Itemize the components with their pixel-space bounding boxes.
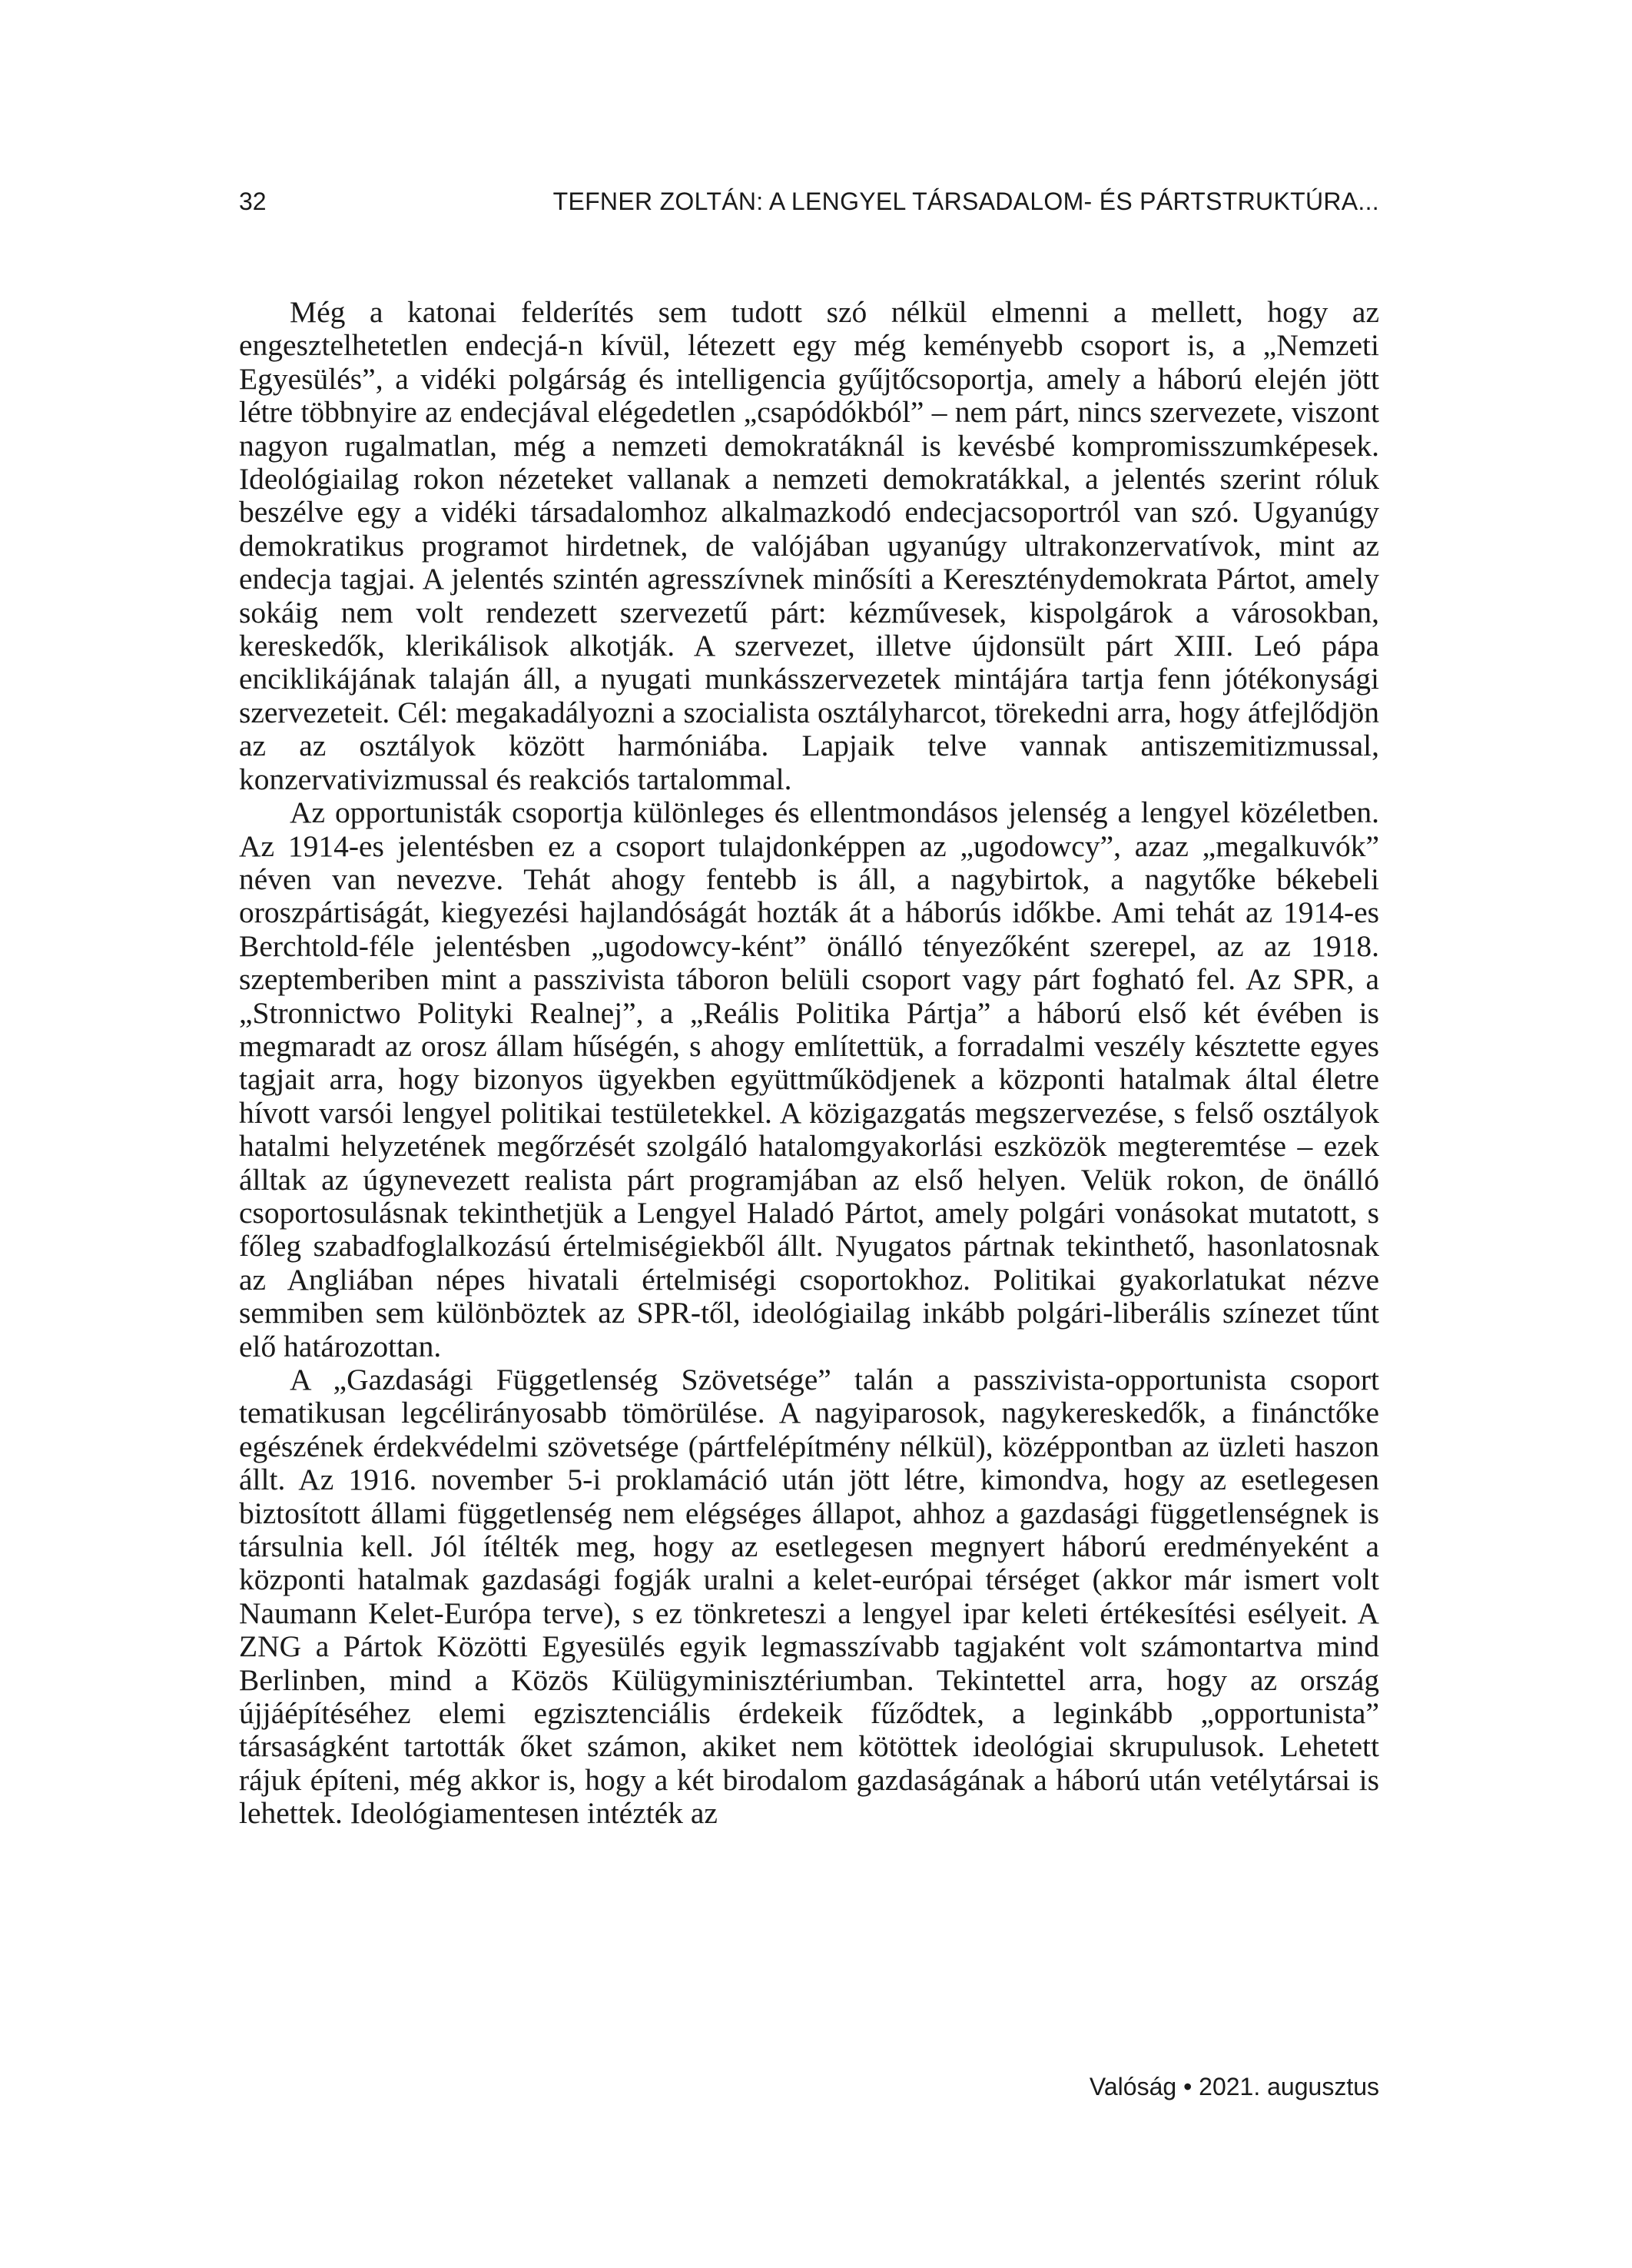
article-body — [239, 296, 1379, 1831]
running-title: TEFNER ZOLTÁN: A LENGYEL TÁRSADALOM- ÉS PÁRTSTRUKTÚRA... — [552, 188, 1379, 215]
page-footer: Valóság • 2021. augusztus — [1089, 2073, 1379, 2100]
page-number: 32 — [239, 188, 267, 215]
paragraph: A „Gazdasági Függetlenség Szövetsége” talán a passzivista-opportunista csoport tematikusan legcélirányosabb tömörülése. A nagyiparosok, nagykereskedők, a finánctőke egészének érdekvédelmi szövetsége (pártfelépítmény nélkül), középpontban az üzleti haszon állt. Az 1916. november 5-i proklamáció után jött létre, kimondva, hogy az esetlegesen biztosított állami függetlenség nem elégséges állapot, ahhoz a gazdasági függetlenségnek is társulnia kell. Jól ítélték meg, hogy az esetlegesen megnyert háború eredményeként a központi hatalmak gazdasági fogják uralni a kelet-európai térséget (akkor már ismert volt Naumann Kelet-Európa terve), s ez tönkreteszi a lengyel ipar keleti értékesítési esélyeit. A ZNG a Pártok Közötti Egyesülés egyik legmasszívabb tagjaként volt számontartva mind Berlinben, mind a Közös Külügyminisztériumban. Tekintettel arra, hogy az ország újjáépítéséhez elemi egzisztenciális érdekeik fűződtek, a leginkább „opportunista” társaságként tartották őket számon, akiket nem kötöttek ideológiai skrupulusok. Lehetett rájuk építeni, még akkor is, hogy a két birodalom gazdaságának a háború után vetélytársai is lehettek. Ideológiamentesen intézték az — [239, 1363, 1379, 1831]
paragraph: Még a katonai felderítés sem tudott szó nélkül elmenni a mellett, hogy az engesztelhetetlen endecjá-n kívül, létezett egy még keményebb csoport is, a „Nemzeti Egyesülés”, a vidéki polgárság és intelligencia gyűjtőcsoportja, amely a háború elején jött létre többnyire az endecjával elégedetlen „csapódókból” – nem párt, nincs szervezete, viszont nagyon rugalmatlan, még a nemzeti demokratáknál is kevésbé kompromisszumképesek. Ideológiailag rokon nézeteket vallanak a nemzeti demokratákkal, a jelentés szerint róluk beszélve egy a vidéki társadalomhoz alkalmazkodó endecjacsoportról van szó. Ugyanúgy demokratikus programot hirdetnek, de valójában ugyanúgy ultrakonzervatívok, mint az endecja tagjai. A jelentés szintén agresszívnek minősíti a Kereszténydemokrata Pártot, amely sokáig nem volt rendezett szervezetű párt: kézművesek, kispolgárok a városokban, kereskedők, klerikálisok alkotják. A szervezet, illetve újdonsült párt XIII. Leó pápa enciklikájának talaján áll, a nyugati munkásszervezetek mintájára tartja fenn jótékonysági szervezeteit. Cél: megakadályozni a szocialista osztályharcot, törekedni arra, hogy átfejlődjön az az osztályok között harmóniába. Lapjaik telve vannak antiszemitizmussal, konzervativizmussal és reakciós tartalommal. — [239, 295, 1379, 796]
page-header — [239, 188, 1379, 224]
paragraph: Az opportunisták csoportja különleges és ellentmondásos jelenség a lengyel közéletben. Az 1914-es jelentésben ez a csoport tulajdonképpen az „ugodowcy”, azaz „megalkuvók” néven van nevezve. Tehát ahogy fentebb is áll, a nagybirtok, a nagytőke békebeli oroszpártiságát, kiegyezési hajlandóságát hozták át a háborús időkbe. Ami tehát az 1914-es Berchtold-féle jelentésben „ugodowcy-ként” önálló tényezőként szerepel, az az 1918. szeptemberiben mint a passzivista táboron belüli csoport vagy párt fogható fel. Az SPR, a „Stronnictwo Polityki Realnej”, a „Reális Politika Pártja” a háború első két évében is megmaradt az orosz állam hűségén, s ahogy említettük, a forradalmi veszély késztette egyes tagjait arra, hogy bizonyos ügyekben együttműködjenek a központi hatalmak által életre hívott varsói lengyel politikai testületekkel. A közigazgatás megszervezése, s felső osztályok hatalmi helyzetének megőrzését szolgáló hatalomgyakorlási eszközök megteremtése – ezek álltak az úgynevezett realista párt programjában az első helyen. Velük rokon, de önálló csoportosulásnak tekinthetjük a Lengyel Haladó Pártot, amely polgári vonásokat mutatott, s főleg szabadfoglalkozású értelmiségiekből állt. Nyugatos pártnak tekinthető, hasonlatosnak az Angliában népes hivatali értelmiségi csoportokhoz. Politikai gyakorlatukat nézve semmiben sem különböztek az SPR-től, ideológiailag inkább polgári-liberális színezet tűnt elő határozottan. — [239, 795, 1379, 1363]
